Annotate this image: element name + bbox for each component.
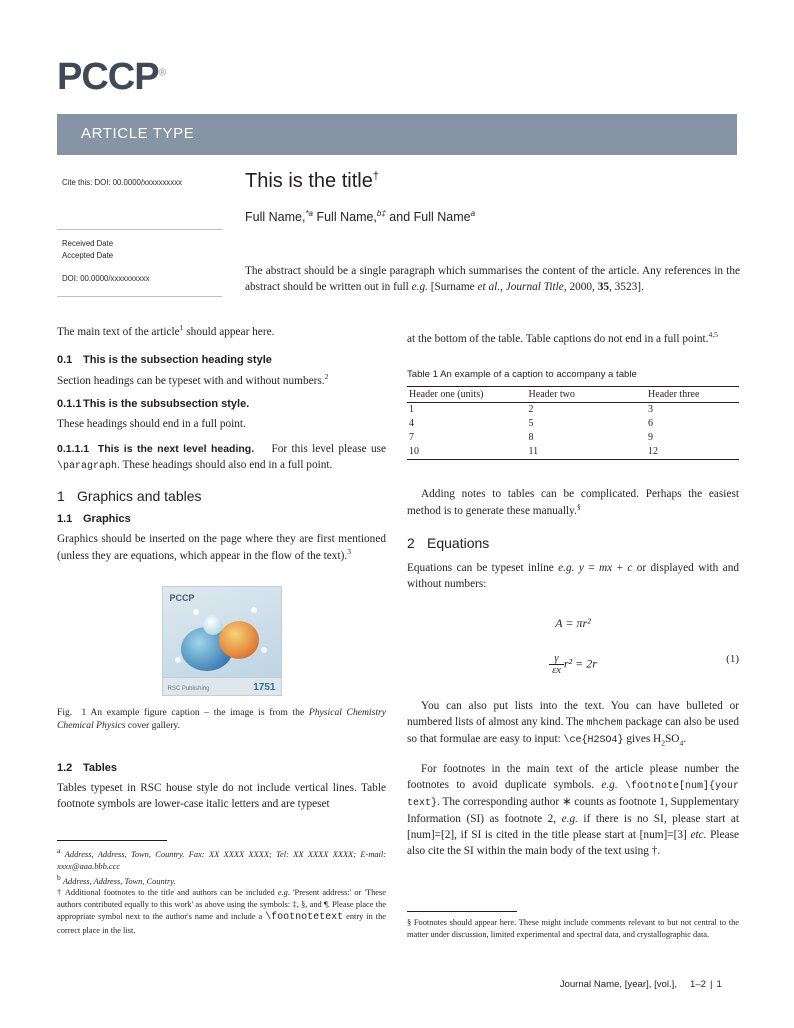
table-notes-paragraph: Adding notes to tables can be complicated. Perhaps the easiest method is to generate these manually.§ xyxy=(407,487,739,517)
heading-tables xyxy=(57,762,386,774)
figure-image xyxy=(162,586,282,696)
cover-art-sphere-orange xyxy=(219,621,259,659)
graphics-paragraph: Graphics should be inserted on the page where they are first mentioned (unless they are equations, which appear in the flow of the text).$^3$ xyxy=(57,532,386,562)
table-header-row xyxy=(407,386,739,402)
right-column xyxy=(407,330,739,859)
equation-body: r² = 2r xyxy=(563,655,597,670)
lists-paragraph: You can also put lists into the text. You can have bulleted or numbered lists of almost any kind. The mhchem package can also be used so that formulae are easy to input: \ce{H2SO4} gives $H_2SO_4$. xyxy=(407,699,739,748)
table-row xyxy=(407,445,739,460)
table-header-cell: Header two xyxy=(527,386,647,402)
equations-paragraph: Equations can be typeset inline e.g. y = mx + c or displayed with and without numbers: xyxy=(407,561,739,590)
footnotes-paragraph: For footnotes in the main text of the article please number the footnotes to avoid duplicate symbols. e.g. \footnote[num]{your text}. The corresponding author ∗ counts as footnote 1, Supplementary Information (SI) as footnote 2, e.g. if there is no SI, please start at [num]=[2], if SI is cited in the title please start at [num]=[3] etc. Please also cite the SI within the main body of the text using †. xyxy=(407,762,740,858)
table-cell: 9 xyxy=(648,432,654,444)
equation-number: (1) xyxy=(726,652,739,665)
figure-1 xyxy=(57,586,386,732)
footnote-item: § Footnotes should appear here. These might include comments relevant to but not central to the matter under discussion, limited experimental and spectral data, and crystallographic data. xyxy=(407,918,739,939)
footnote-rule-right xyxy=(407,911,517,912)
fraction-denominator: εx xyxy=(552,664,561,676)
received-accepted-dates xyxy=(62,238,227,261)
author-list: Full Name,$^{*a}$ Full Name,$^{b\ddagger}$ and Full Name$^a$ xyxy=(245,209,476,225)
heading-nextlevel-text: This is the next level heading. xyxy=(97,442,255,455)
cover-art-sphere-white xyxy=(203,615,223,635)
tables-paragraph-continued: at the bottom of the table. Table captions do not end in a full point.$^{4,5}$ xyxy=(407,330,718,345)
figure-cover-logo: PCCP xyxy=(169,592,195,603)
table-header-cell: Header one (units) xyxy=(407,386,527,402)
article-title-text: This is the title xyxy=(245,170,373,192)
heading-graphics xyxy=(57,513,386,525)
table-row xyxy=(407,431,739,445)
cite-this-text: Cite this: DOI: 00.0000/xxxxxxxxxx xyxy=(62,178,183,187)
intro-paragraph: The main text of the article$^1$ should appear here. xyxy=(57,323,275,338)
cover-art-dot xyxy=(175,657,181,663)
received-date: Received Date xyxy=(62,239,114,248)
footer-page-info: 1–2 | 1 xyxy=(690,979,722,990)
heading-subsection-number: 0.1 xyxy=(57,353,73,366)
table-cell: 11 xyxy=(527,445,647,460)
table-cell: 4 xyxy=(409,418,414,430)
table-1-caption: Table 1 An example of a caption to accompany a table xyxy=(407,368,637,380)
heading-equations-number: 2 xyxy=(407,534,415,551)
table-cell: 2 xyxy=(528,404,534,416)
article-title xyxy=(245,170,740,193)
table-1-body xyxy=(407,402,739,459)
issue-number: 1751 xyxy=(253,681,276,693)
nextlevel-body: For this level please use \paragraph. These headings should also end in a full point. xyxy=(57,442,387,472)
table-1 xyxy=(407,386,739,460)
masthead-divider-top xyxy=(57,229,222,230)
doi-text: DOI: 00.0000/xxxxxxxxxx xyxy=(62,274,150,283)
footnote-rule-left xyxy=(57,840,167,841)
journal-logo xyxy=(57,58,165,96)
table-cell: 7 xyxy=(409,432,414,444)
heading-nextlevel-number: 0.1.1.1 xyxy=(57,442,90,455)
heading-graphics-tables-number: 1 xyxy=(57,487,65,504)
cover-art-dot xyxy=(251,607,257,613)
fraction-numerator: γ xyxy=(549,653,564,665)
heading-subsubsection xyxy=(57,398,386,410)
table-row xyxy=(407,402,739,417)
fraction xyxy=(549,653,564,676)
table-1-head xyxy=(407,386,739,402)
table-cell: 3 xyxy=(648,404,654,416)
article-type-banner xyxy=(57,114,737,155)
cover-art-dot xyxy=(193,609,199,615)
table-cell: 10 xyxy=(407,445,527,460)
heading-tables-number: 1.2 xyxy=(57,762,73,775)
left-column xyxy=(57,323,386,812)
masthead-divider-bottom xyxy=(57,296,222,297)
heading-subsubsection-number: 0.1.1 xyxy=(57,397,82,410)
footer-journal-line: Journal Name, [year], [vol.], xyxy=(559,979,677,990)
equation-numbered xyxy=(407,653,739,676)
heading-equations xyxy=(407,535,739,551)
heading-subsection-text: This is the subsection heading style xyxy=(83,353,272,366)
table-cell: 8 xyxy=(528,432,534,444)
heading-graphics-tables xyxy=(57,488,386,504)
title-footnote-marker: † xyxy=(372,170,379,183)
abstract-text: The abstract should be a single paragraph which summarises the content of the article. Any references in the abstract should be written out in full e.g. [Surname et al., Journal Title, 2000, 35, 3523]. xyxy=(245,265,740,294)
footnote-item: $^a$ Address, Address, Town, Country. Fax: XX XXXX XXXX; Tel: XX XXXX XXXX; E-mail: xxxx@aaa.bbb.ccc xyxy=(57,846,387,871)
footnotes-right xyxy=(407,917,739,941)
subsection-paragraph: Section headings can be typeset with and without numbers.$^2$ xyxy=(57,371,329,387)
heading-graphics-tables-text: Graphics and tables xyxy=(77,487,202,504)
footnotes-left xyxy=(57,846,386,937)
heading-equations-text: Equations xyxy=(427,534,490,551)
table-row xyxy=(407,417,739,431)
heading-tables-text: Tables xyxy=(83,762,118,775)
figure-caption: Fig. 1 An example figure caption – the image is from the Physical Chemistry Chemical Physics cover gallery. xyxy=(57,706,386,731)
table-cell: 5 xyxy=(528,418,534,430)
heading-graphics-text: Graphics xyxy=(83,512,131,525)
table-header-cell: Header three xyxy=(646,386,739,402)
footnote-item: $^b$ Address, Address, Town, Country. xyxy=(57,872,176,886)
nextlevel-paragraph xyxy=(57,441,386,474)
tables-paragraph: Tables typeset in RSC house style do not include vertical lines. Table footnote symbols are lower-case italic letters and are typeset xyxy=(57,782,386,811)
table-cell: 12 xyxy=(646,445,739,460)
footer-page-range: 1–2 xyxy=(690,979,707,990)
cover-art-dot xyxy=(261,647,267,653)
heading-subsubsection-text: This is the subsubsection style. xyxy=(83,397,250,410)
journal-logo-text: PCCP xyxy=(57,56,159,98)
subsubsection-paragraph: These headings should end in a full point. xyxy=(57,417,246,430)
heading-subsection xyxy=(57,354,386,366)
article-type-label: ARTICLE TYPE xyxy=(81,125,195,142)
table-cell: 6 xyxy=(648,418,654,430)
footnote-item: † Additional footnotes to the title and authors can be included e.g. 'Present address:' or 'These authors contributed equally to this work' as above using the symbols: ‡, §, and ¶. Please place the appropriate symbol next to the author's name and include a \footnotetext entry in the correct place in the list. xyxy=(57,888,386,936)
footer-page-number: 1 xyxy=(716,979,722,990)
publisher-mark: RSC Publishing xyxy=(167,685,210,692)
registered-trademark-icon: ® xyxy=(158,67,165,79)
equation-unnumbered: A = πr² xyxy=(555,615,591,630)
accepted-date: Accepted Date xyxy=(62,250,114,260)
table-cell: 1 xyxy=(409,404,414,416)
heading-graphics-number: 1.1 xyxy=(57,512,73,525)
